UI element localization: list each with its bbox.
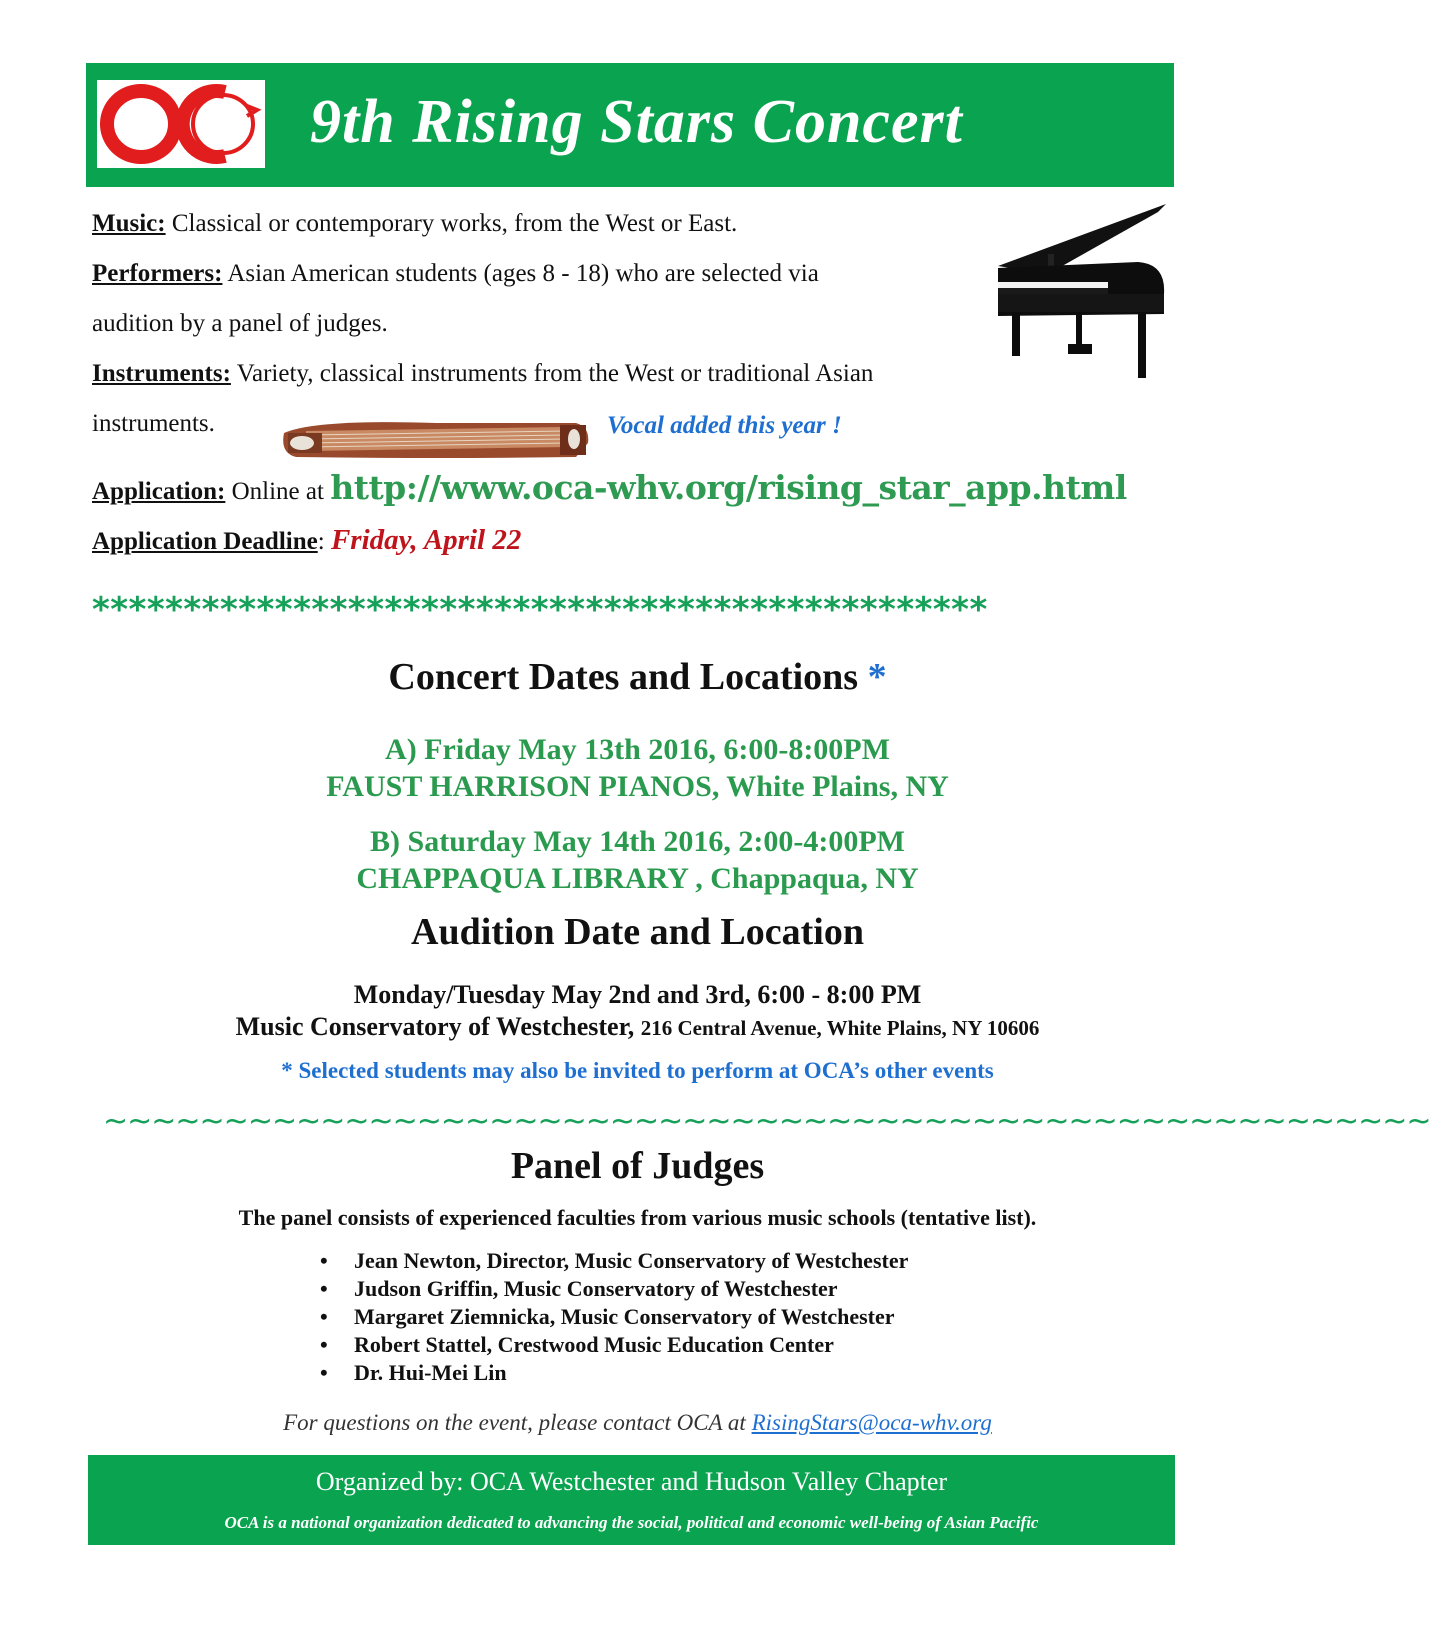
judge-name: Dr. Hui-Mei Lin xyxy=(354,1360,507,1385)
judge-name: Margaret Ziemnicka, Music Conservatory of Westchester xyxy=(354,1304,895,1329)
concert-a-place: FAUST HARRISON PIANOS, White Plains, NY xyxy=(326,770,949,803)
performers-text: Asian American students (ages 8 - 18) who are selected via xyxy=(222,260,819,287)
judge-name: Judson Griffin, Music Conservatory of Westchester xyxy=(354,1276,838,1301)
performers-line xyxy=(92,260,819,288)
deadline-sep: : xyxy=(317,528,331,555)
judges-intro: The panel consists of experienced faculties from various music schools (tentative list). xyxy=(238,1205,1037,1230)
bullet-icon: • xyxy=(320,1360,328,1385)
performers-label: Performers: xyxy=(92,260,223,287)
list-item xyxy=(320,1303,908,1331)
deadline-label: Application Deadline xyxy=(92,528,318,555)
star-divider: ************************************************* xyxy=(92,590,988,630)
concert-a-date: A) Friday May 13th 2016, 6:00-8:00PM xyxy=(385,733,890,766)
page-title: 9th Rising Stars Concert xyxy=(310,88,963,156)
footer-organizer: Organized by: OCA Westchester and Hudson Valley Chapter xyxy=(315,1467,948,1496)
bullet-icon: • xyxy=(320,1332,328,1357)
concert-b-date: B) Saturday May 14th 2016, 2:00-4:00PM xyxy=(370,825,905,858)
music-text: Classical or contemporary works, from the West or East. xyxy=(165,210,738,237)
bullet-icon: • xyxy=(320,1276,328,1301)
instruments-label: Instruments: xyxy=(92,360,231,387)
guzheng-image xyxy=(276,413,594,465)
oca-logo-icon xyxy=(97,80,265,168)
audition-address: 216 Central Avenue, White Plains, NY 10606 xyxy=(640,1016,1040,1040)
list-item xyxy=(320,1275,908,1303)
vocal-note: Vocal added this year ! xyxy=(607,412,842,439)
grand-piano-image xyxy=(988,204,1168,386)
concert-heading-text: Concert Dates and Locations xyxy=(388,656,868,698)
audition-venue: Music Conservatory of Westchester, xyxy=(235,1012,641,1041)
contact-line xyxy=(0,1410,1275,1436)
judges-list xyxy=(320,1247,908,1387)
concert-heading-star: * xyxy=(867,656,887,698)
performers-line-2: audition by a panel of judges. xyxy=(92,310,388,337)
judges-heading: Panel of Judges xyxy=(510,1145,765,1187)
audition-heading: Audition Date and Location xyxy=(411,911,864,953)
list-item xyxy=(320,1359,908,1387)
application-label: Application: xyxy=(92,478,226,505)
contact-email-link[interactable]: RisingStars@oca-whv.org xyxy=(751,1410,992,1435)
header-banner xyxy=(86,63,1174,187)
instruments-text: Variety, classical instruments from the West or traditional Asian xyxy=(230,360,874,387)
contact-text: For questions on the event, please contact OCA at xyxy=(283,1410,752,1435)
bullet-icon: • xyxy=(320,1248,328,1273)
list-item xyxy=(320,1331,908,1359)
audition-venue-line xyxy=(0,1012,1275,1042)
footer-banner xyxy=(88,1455,1175,1545)
application-text: Online at xyxy=(225,478,331,505)
concert-heading xyxy=(0,655,1275,699)
music-label: Music: xyxy=(92,210,166,237)
application-line xyxy=(92,468,1127,507)
footer-tagline: OCA is a national organization dedicated to advancing the social, political and economic well-being of Asian Pacific xyxy=(224,1513,1039,1532)
application-url-link[interactable]: http://www.oca-whv.org/rising_star_app.html xyxy=(330,468,1127,507)
music-line xyxy=(92,210,737,238)
selected-students-note: * Selected students may also be invited to perform at OCA’s other events xyxy=(281,1058,994,1083)
deadline-value: Friday, April 22 xyxy=(330,524,522,556)
instruments-line-2: instruments. xyxy=(92,410,215,437)
deadline-line xyxy=(92,524,521,557)
tilde-divider: ~~~~~~~~~~~~~~~~~~~~~~~~~~~~~~~~~~~~~~~~~~~~~~~~~~~~~~~ xyxy=(103,1104,1431,1139)
list-item xyxy=(320,1247,908,1275)
instruments-line xyxy=(92,360,873,388)
judge-name: Jean Newton, Director, Music Conservatory of Westchester xyxy=(354,1248,909,1273)
judge-name: Robert Stattel, Crestwood Music Education Center xyxy=(354,1332,834,1357)
audition-date: Monday/Tuesday May 2nd and 3rd, 6:00 - 8:00 PM xyxy=(353,980,922,1009)
oca-logo xyxy=(97,80,265,168)
concert-b-place: CHAPPAQUA LIBRARY , Chappaqua, NY xyxy=(356,862,919,895)
bullet-icon: • xyxy=(320,1304,328,1329)
